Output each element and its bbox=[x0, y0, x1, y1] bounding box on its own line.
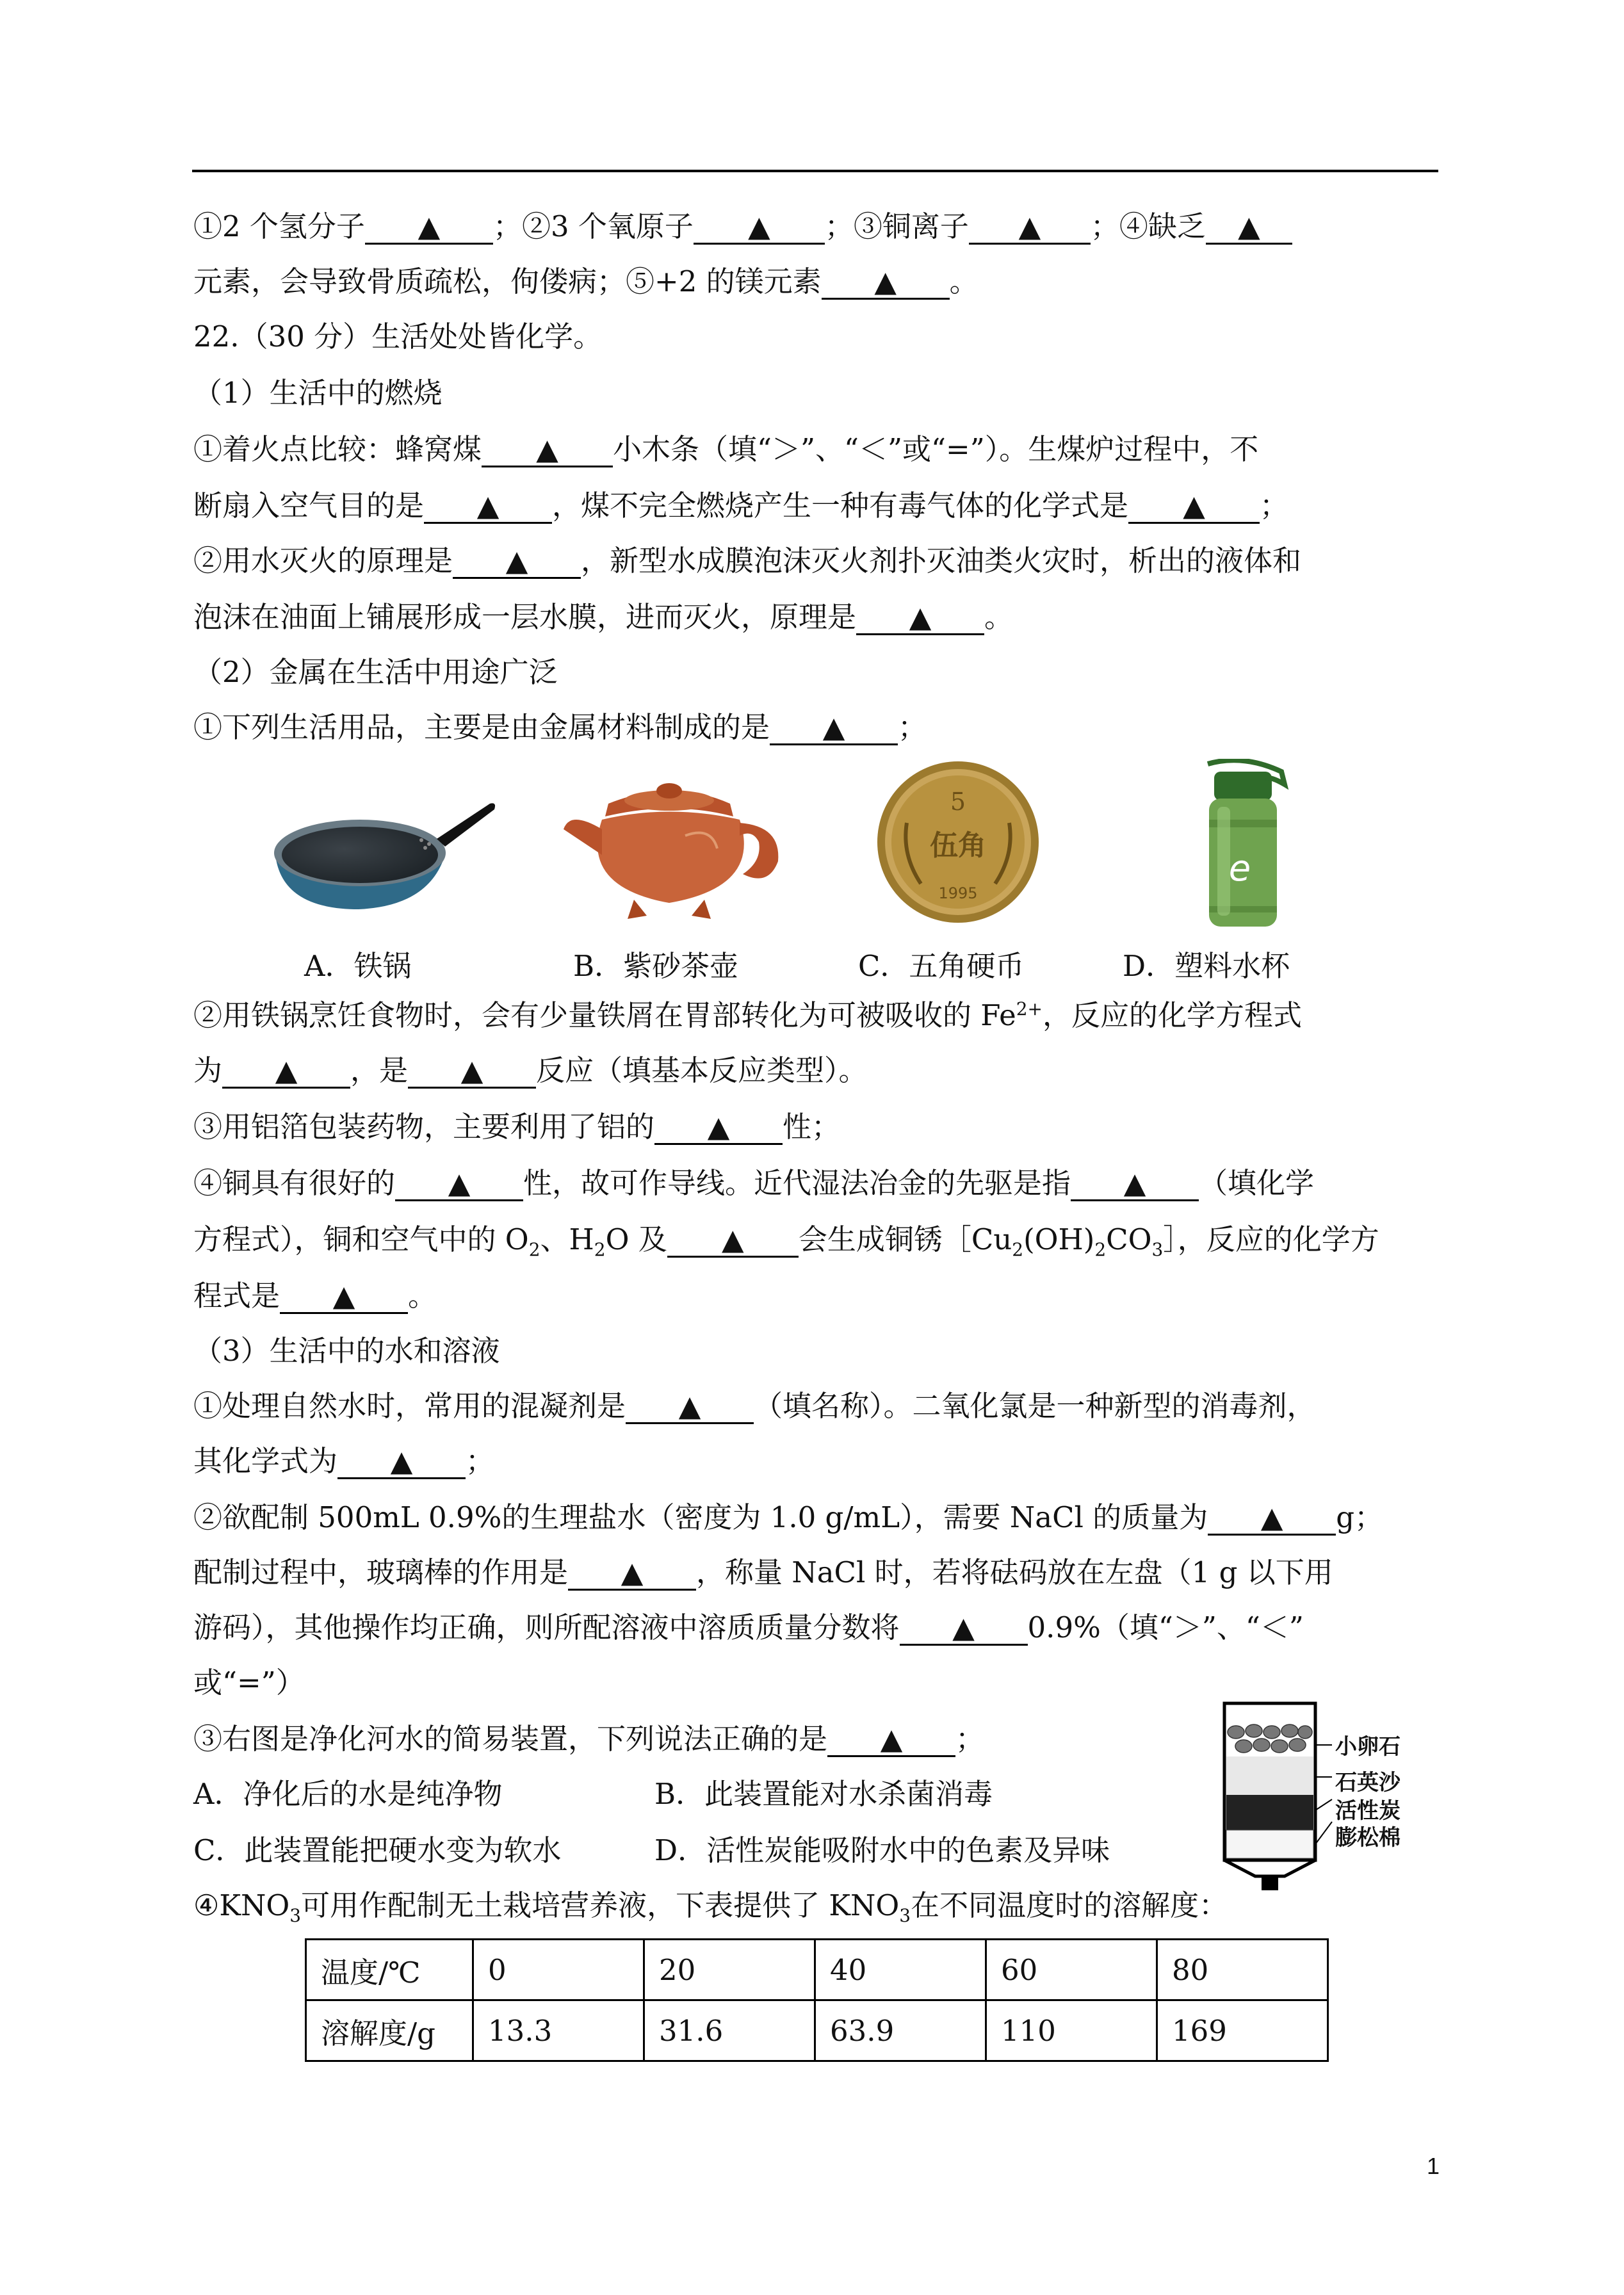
filter-label-quartz-sand: 石英沙 bbox=[1335, 1770, 1401, 1796]
coin-image bbox=[876, 759, 1040, 925]
answer-blank[interactable]: ▲ bbox=[568, 1557, 696, 1591]
table-cell: 溶解度/g bbox=[306, 2000, 473, 2061]
water-line-5: 游码），其他操作均正确，则所配溶液中溶质质量分数将 ▲ 0.9%（填“＞”、“＜” bbox=[193, 1610, 1304, 1644]
answer-blank[interactable]: ▲ bbox=[856, 601, 984, 635]
plastic-bottle-image bbox=[1195, 759, 1291, 932]
answer-blank[interactable]: ▲ bbox=[900, 1612, 1028, 1646]
answer-blank[interactable]: ▲ bbox=[365, 211, 493, 245]
answer-blank[interactable]: ▲ bbox=[667, 1224, 799, 1258]
answer-blank[interactable]: ▲ bbox=[654, 1111, 783, 1145]
metals-line-1: ①下列生活用品，主要是由金属材料制成的是 ▲ ； bbox=[193, 710, 927, 744]
answer-blank[interactable]: ▲ bbox=[482, 434, 613, 467]
svg-text:e: e bbox=[1228, 848, 1251, 889]
water-line-kno3: $④KNO_3$可用作配制无土栽培营养液，下表提供了 $KNO_3$在不同温度时的溶解度： bbox=[193, 1888, 1228, 1926]
water-line-6: 或“=”） bbox=[193, 1666, 305, 1699]
answer-blank[interactable]: ▲ bbox=[770, 711, 898, 745]
section-water: （3）生活中的水和溶液 bbox=[193, 1334, 500, 1368]
iron-wok-image bbox=[269, 794, 499, 916]
metals-line-6: 方程式），铜和空气中的 $O_2$、$H_2O$ 及 ▲ 会生成铜锈$[Cu_2(OH)_2CO_3]$，反应的化学方 bbox=[193, 1222, 1379, 1260]
answer-blank[interactable]: ▲ bbox=[1128, 490, 1260, 524]
answer-blank[interactable]: ▲ bbox=[280, 1280, 408, 1314]
table-cell: 0 bbox=[473, 1940, 644, 2000]
table-row bbox=[306, 1940, 1328, 2000]
option-a-text: A．净化后的水是纯净物 bbox=[193, 1777, 503, 1811]
option-c-text: C．此装置能把硬水变为软水 bbox=[193, 1833, 562, 1867]
answer-blank[interactable]: ▲ bbox=[1208, 1502, 1336, 1536]
option-c-label: C．五角硬币 bbox=[858, 949, 1025, 983]
table-cell: 31.6 bbox=[644, 2000, 815, 2061]
option-d-label: D．塑料水杯 bbox=[1123, 949, 1290, 983]
answer-blank[interactable]: ▲ bbox=[1206, 211, 1292, 245]
water-filter-diagram bbox=[1217, 1700, 1345, 1892]
clay-teapot-image bbox=[557, 765, 788, 925]
option-b-text: B．此装置能对水杀菌消毒 bbox=[654, 1777, 993, 1811]
table-cell: 63.9 bbox=[815, 2000, 986, 2061]
table-cell: 60 bbox=[986, 1940, 1157, 2000]
answer-blank[interactable]: ▲ bbox=[222, 1055, 350, 1089]
combustion-line-3: ②用水灭火的原理是 ▲ ，新型水成膜泡沫灭火剂扑灭油类火灾时，析出的液体和 bbox=[193, 544, 1302, 578]
answer-blank[interactable]: ▲ bbox=[424, 490, 552, 524]
table-cell: 80 bbox=[1157, 1940, 1328, 2000]
answer-blank[interactable]: ▲ bbox=[822, 266, 950, 300]
answer-blank[interactable]: ▲ bbox=[1071, 1167, 1199, 1201]
fill-line-1: ①2 个氢分子 ▲ ；②3 个氧原子 ▲ ；③铜离子 ▲ ；④缺乏 ▲ bbox=[193, 207, 1292, 246]
solubility-table bbox=[305, 1938, 1329, 2062]
option-a-label: A．铁锅 bbox=[304, 949, 412, 983]
combustion-line-1: ①着火点比较：蜂窝煤 ▲ 小木条（填“＞”、“＜”或“=”）。生煤炉过程中，不 bbox=[193, 432, 1259, 466]
table-cell: 13.3 bbox=[473, 2000, 644, 2061]
metals-line-2: ②用铁锅烹饪食物时，会有少量铁屑在胃部转化为可被吸收的 $Fe^{2+}$，反应的化学方程式 bbox=[193, 998, 1302, 1032]
filter-label-activated-carbon: 活性炭 bbox=[1335, 1798, 1401, 1824]
svg-text:1995: 1995 bbox=[938, 884, 978, 902]
water-line-4: 配制过程中，玻璃棒的作用是 ▲ ，称量 NaCl 时，若将砝码放在左盘（1 g 以下用 bbox=[193, 1555, 1333, 1589]
answer-blank[interactable]: ▲ bbox=[626, 1390, 754, 1424]
metals-line-7: 程式是 ▲ 。 bbox=[193, 1279, 437, 1313]
svg-text:伍角: 伍角 bbox=[930, 829, 986, 862]
answer-blank[interactable]: ▲ bbox=[337, 1445, 466, 1479]
table-cell: 温度/℃ bbox=[306, 1940, 473, 2000]
page-number: 1 bbox=[1427, 2153, 1440, 2179]
table-cell: 20 bbox=[644, 1940, 815, 2000]
section-combustion: （1）生活中的燃烧 bbox=[193, 376, 443, 410]
section-metals: （2）金属在生活中用途广泛 bbox=[193, 655, 558, 689]
table-cell: 110 bbox=[986, 2000, 1157, 2061]
fill-line-2: 元素，会导致骨质疏松，佝偻病；⑤+2 的镁元素 ▲ 。 bbox=[193, 264, 978, 298]
answer-blank[interactable]: ▲ bbox=[969, 211, 1091, 245]
answer-blank[interactable]: ▲ bbox=[827, 1723, 955, 1757]
table-cell: 169 bbox=[1157, 2000, 1328, 2061]
water-line-7: ③右图是净化河水的简易装置，下列说法正确的是 ▲ ； bbox=[193, 1722, 985, 1756]
answer-blank[interactable]: ▲ bbox=[408, 1055, 536, 1089]
combustion-line-4: 泡沫在油面上铺展形成一层水膜，进而灭火，原理是 ▲ 。 bbox=[193, 600, 1014, 634]
question-22-title: 22.（30 分）生活处处皆化学。 bbox=[193, 320, 603, 353]
header-rule bbox=[192, 170, 1438, 172]
metals-line-4: ③用铝箔包装药物，主要利用了铝的 ▲ 性； bbox=[193, 1110, 841, 1144]
answer-blank[interactable]: ▲ bbox=[453, 545, 581, 579]
combustion-line-2: 断扇入空气目的是 ▲ ，煤不完全燃烧产生一种有毒气体的化学式是 ▲ ； bbox=[193, 489, 1289, 523]
table-row bbox=[306, 2000, 1328, 2061]
table-cell: 40 bbox=[815, 1940, 986, 2000]
filter-label-cotton: 膨松棉 bbox=[1335, 1825, 1401, 1851]
metals-line-5: ④铜具有很好的 ▲ 性，故可作导线。近代湿法冶金的先驱是指 ▲ （填化学 bbox=[193, 1166, 1315, 1200]
filter-label-pebbles: 小卵石 bbox=[1335, 1734, 1401, 1760]
option-d-text: D．活性炭能吸附水中的色素及异味 bbox=[654, 1833, 1110, 1867]
option-b-label: B．紫砂茶壶 bbox=[573, 949, 739, 983]
answer-blank[interactable]: ▲ bbox=[395, 1167, 523, 1201]
answer-blank[interactable]: ▲ bbox=[694, 211, 825, 245]
water-line-3: ②欲配制 500mL 0.9%的生理盐水（密度为 1.0 g/mL），需要 NaCl 的质量为 ▲ g； bbox=[193, 1500, 1384, 1534]
water-line-1: ①处理自然水时，常用的混凝剂是 ▲ （填名称）。二氧化氯是一种新型的消毒剂， bbox=[193, 1389, 1316, 1423]
metals-line-3: 为 ▲ ，是 ▲ 反应（填基本反应类型）。 bbox=[193, 1053, 868, 1087]
svg-text:5: 5 bbox=[950, 788, 966, 816]
water-line-2: 其化学式为 ▲ ； bbox=[193, 1444, 495, 1478]
